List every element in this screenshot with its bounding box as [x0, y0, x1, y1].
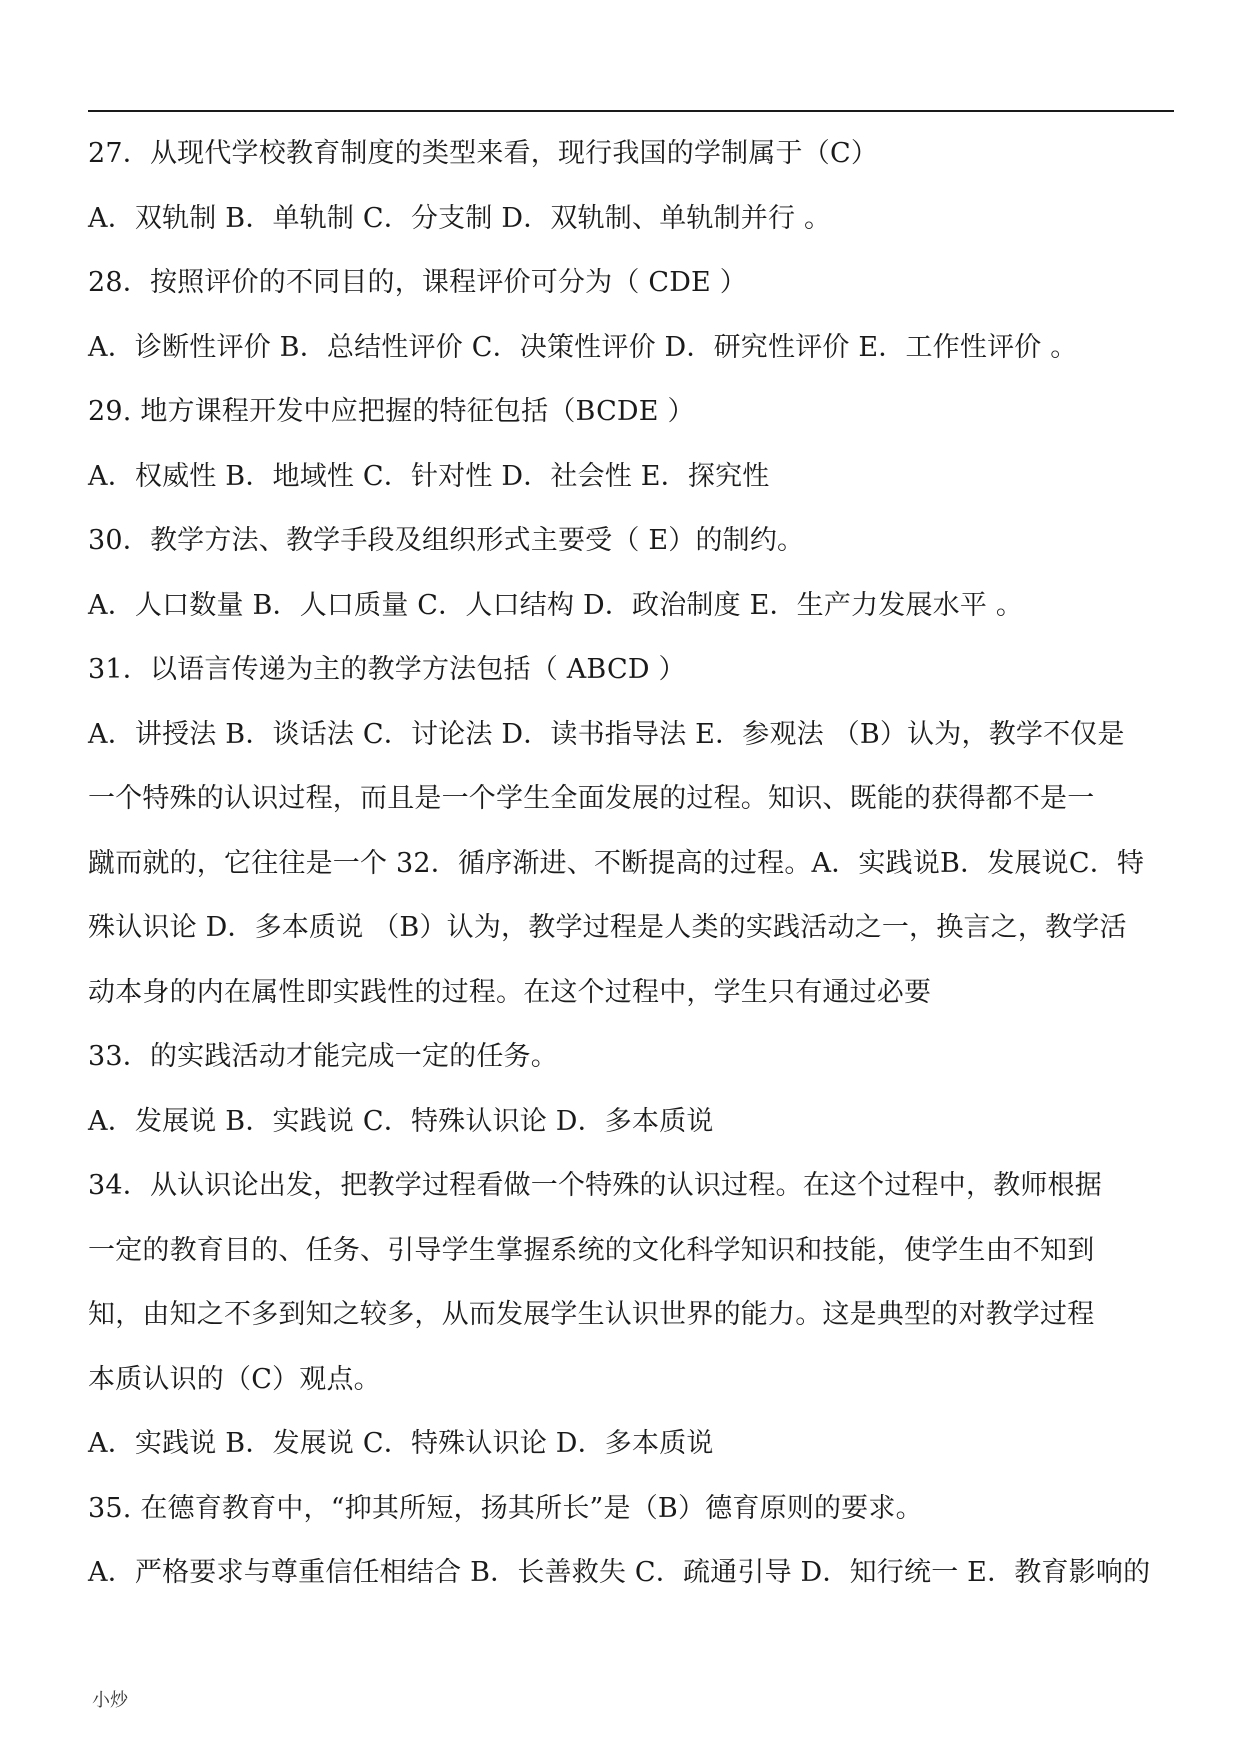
text-line: A．权威性 B．地域性 C．针对性 D．社会性 E．探究性 [88, 460, 770, 492]
text-line: A．实践说 B．发展说 C．特殊认识论 D．多本质说 [88, 1428, 714, 1459]
text-line: 殊认识论 D．多本质说 （B）认为，教学过程是人类的实践活动之一，换言之，教学活 [88, 912, 1127, 943]
text-line: 蹴而就的，它往往是一个 32．循序渐进、不断提高的过程。A．实践说B．发展说C．特 [88, 847, 1145, 879]
text-line: 动本身的内在属性即实践性的过程。在这个过程中，学生只有通过必要 [88, 976, 932, 1008]
text-line: 30．教学方法、教学手段及组织形式主要受（ E）的制约。 [88, 525, 805, 556]
text-line: A．发展说 B．实践说 C．特殊认识论 D．多本质说 [88, 1105, 714, 1137]
text-line: A．双轨制 B．单轨制 C．分支制 D．双轨制、单轨制并行 。 [88, 202, 832, 234]
text-line: 28．按照评价的不同目的，课程评价可分为（ CDE ） [88, 267, 747, 298]
text-line: 知，由知之不多到知之较多，从而发展学生认识世界的能力。这是典型的对教学过程 [88, 1299, 1095, 1330]
text-line: 33．的实践活动才能完成一定的任务。 [88, 1041, 558, 1072]
text-line: A．严格要求与尊重信任相结合 B．长善救失 C．疏通引导 D．知行统一 E．教育影响的 [88, 1557, 1151, 1588]
page-footer: 小炒 [92, 1690, 128, 1711]
text-line: 31．以语言传递为主的教学方法包括（ ABCD ） [88, 654, 686, 685]
text-line: 本质认识的（C）观点。 [88, 1363, 381, 1395]
text-line: A．诊断性评价 B．总结性评价 C．决策性评价 D．研究性评价 E．工作性评价 。 [88, 331, 1078, 363]
text-line: A．人口数量 B．人口质量 C．人口结构 D．政治制度 E．生产力发展水平 。 [88, 589, 1024, 621]
text-line: 27．从现代学校教育制度的类型来看，现行我国的学制属于（C） [88, 138, 879, 169]
text-line: 一个特殊的认识过程，而且是一个学生全面发展的过程。知识、既能的获得都不是一 [88, 783, 1095, 814]
text-line: 35. 在德育教育中，“抑其所短，扬其所长”是（B）德育原则的要求。 [88, 1492, 923, 1524]
document-body [88, 122, 1174, 1606]
text-line: 29. 地方课程开发中应把握的特征包括（BCDE ） [88, 396, 695, 427]
text-line: 一定的教育目的、任务、引导学生掌握系统的文化科学知识和技能，使学生由不知到 [88, 1234, 1095, 1266]
text-line: A．讲授法 B．谈话法 C．讨论法 D．读书指导法 E．参观法 （B）认为，教学不仅是 [88, 718, 1125, 750]
text-line: 34．从认识论出发，把教学过程看做一个特殊的认识过程。在这个过程中，教师根据 [88, 1170, 1102, 1201]
header-rule [88, 110, 1174, 112]
